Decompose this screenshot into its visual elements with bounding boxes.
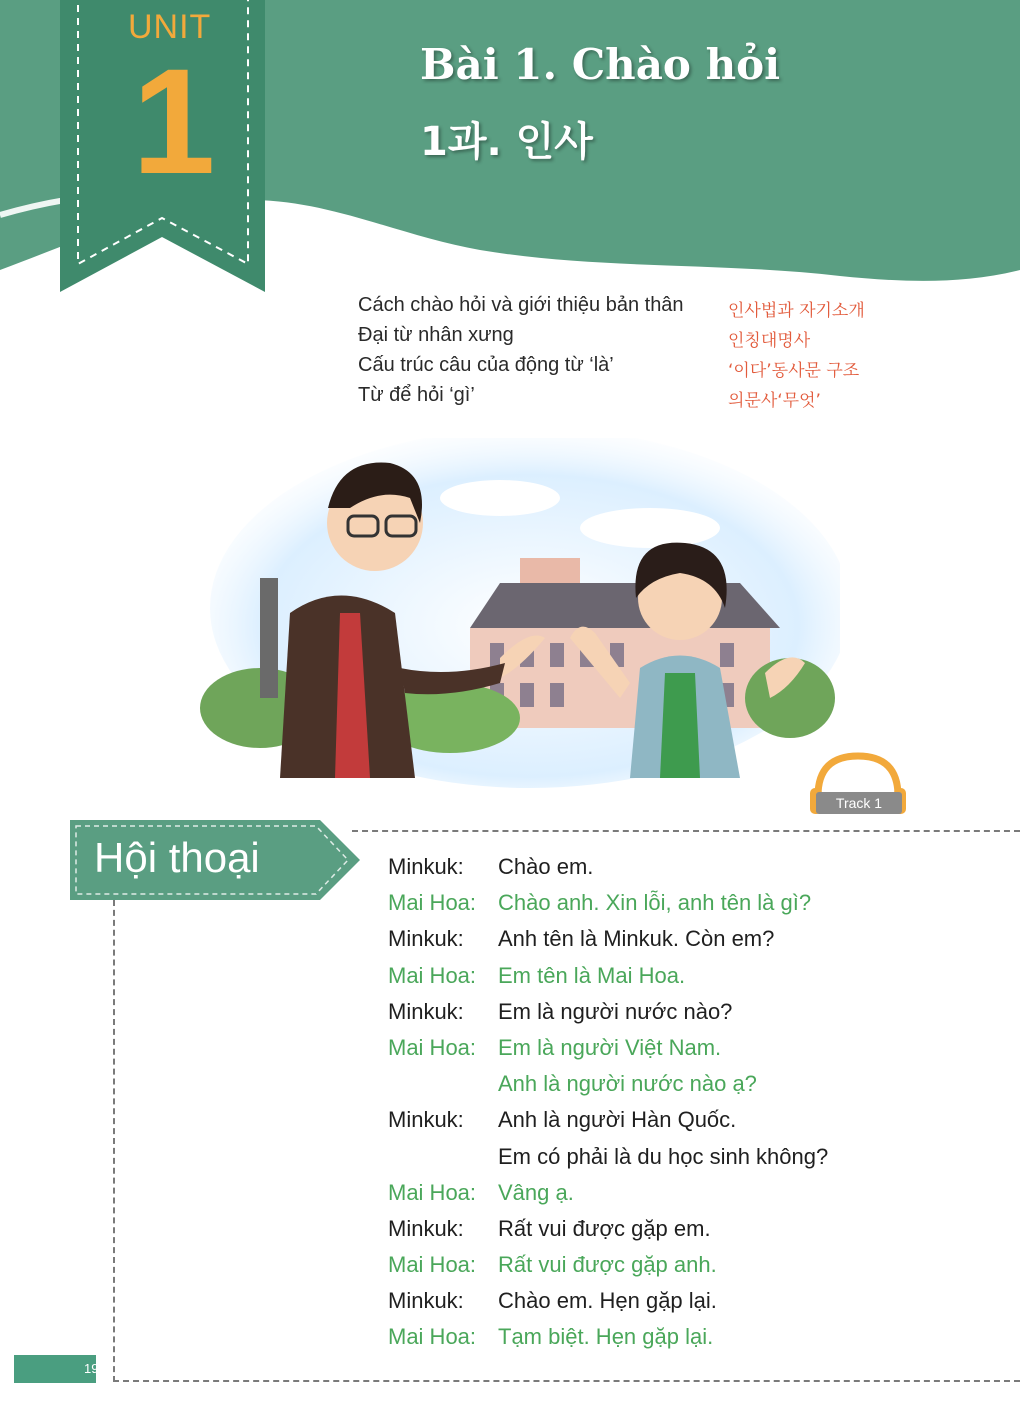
line-text: Rất vui được gặp em. [498, 1215, 711, 1241]
speaker-name: Mai Hoa: [388, 1034, 477, 1060]
page-number-tab [14, 1355, 99, 1383]
objective-vietnamese: Cách chào hỏi và giới thiệu bản thân [358, 294, 684, 316]
speaker-name: Mai Hoa: [388, 1324, 477, 1350]
divider [113, 900, 115, 1382]
speaker-name: Mai Hoa: [388, 1252, 477, 1278]
dialogue-line [388, 926, 948, 962]
speaker-name: Minkuk: [388, 1215, 464, 1241]
speaker-name: Minkuk: [388, 1107, 464, 1133]
line-text: Anh là người Hàn Quốc. [498, 1107, 737, 1133]
divider [113, 1380, 1020, 1382]
track-label: Track 1 [816, 792, 902, 814]
speaker-name: Minkuk: [388, 926, 464, 952]
objective-korean: 인칭대명사 [728, 331, 811, 351]
dialogue-line [388, 1216, 948, 1252]
speaker-name: Minkuk: [388, 1288, 464, 1314]
lesson-title-korean: 1과. 인사 [420, 119, 593, 165]
line-text: Em có phải là du học sinh không? [498, 1143, 829, 1169]
dialogue-line [388, 1071, 948, 1107]
line-text: Chào em. Hẹn gặp lại. [498, 1288, 717, 1314]
objective-vietnamese: Cấu trúc câu của động từ ‘là’ [358, 354, 614, 376]
dialogue-line [388, 1288, 948, 1324]
objective-item [358, 324, 878, 354]
objective-vietnamese: Đại từ nhân xưng [358, 324, 514, 346]
line-text: Anh là người nước nào ạ? [498, 1071, 757, 1097]
dialogue-line [388, 1144, 948, 1180]
line-text: Anh tên là Minkuk. Còn em? [498, 926, 775, 952]
dialogue-line [388, 1180, 948, 1216]
dialogue-line [388, 1107, 948, 1143]
lesson-objectives [358, 294, 878, 414]
speaker-name: Mai Hoa: [388, 1179, 477, 1205]
speaker-name: Minkuk: [388, 998, 464, 1024]
objective-korean: 의문사‘무엇’ [728, 391, 821, 411]
line-text: Chào em. [498, 854, 594, 879]
objective-item [358, 354, 878, 384]
dialogue-line [388, 1252, 948, 1288]
dialogue-line [388, 890, 948, 926]
dialogue [388, 854, 948, 1361]
line-text: Vâng ạ. [498, 1179, 574, 1205]
divider [352, 830, 1020, 832]
dialogue-line [388, 999, 948, 1035]
line-text: Em là người Việt Nam. [498, 1034, 722, 1060]
objective-item [358, 294, 878, 324]
dialogue-line [388, 854, 948, 890]
speaker-name: Mai Hoa: [388, 890, 477, 916]
line-text: Em là người nước nào? [498, 998, 733, 1024]
objective-korean: 인사법과 자기소개 [728, 301, 865, 321]
speaker-name: Mai Hoa: [388, 962, 477, 988]
line-text: Tạm biệt. Hẹn gặp lại. [498, 1324, 714, 1350]
audio-track-badge[interactable] [808, 750, 908, 816]
greeting-illustration-icon [200, 438, 840, 788]
objective-korean: ‘이다’동사문 구조 [728, 361, 860, 381]
objective-vietnamese: Từ để hỏi ‘gì’ [358, 384, 475, 406]
dialogue-line [388, 1035, 948, 1071]
speaker-name: Minkuk: [388, 854, 464, 879]
lesson-title-vietnamese: Bài 1. Chào hỏi [420, 40, 781, 89]
objective-item [358, 384, 878, 414]
dialogue-line [388, 963, 948, 999]
line-text: Em tên là Mai Hoa. [498, 962, 686, 988]
dialogue-line [388, 1324, 948, 1360]
unit-label: UNIT [128, 8, 212, 46]
line-text: Chào anh. Xin lỗi, anh tên là gì? [498, 890, 812, 916]
section-title: Hội thoại [94, 834, 260, 881]
unit-number: 1 [132, 37, 216, 205]
line-text: Rất vui được gặp anh. [498, 1252, 717, 1278]
page-number: 19 [84, 1361, 99, 1376]
